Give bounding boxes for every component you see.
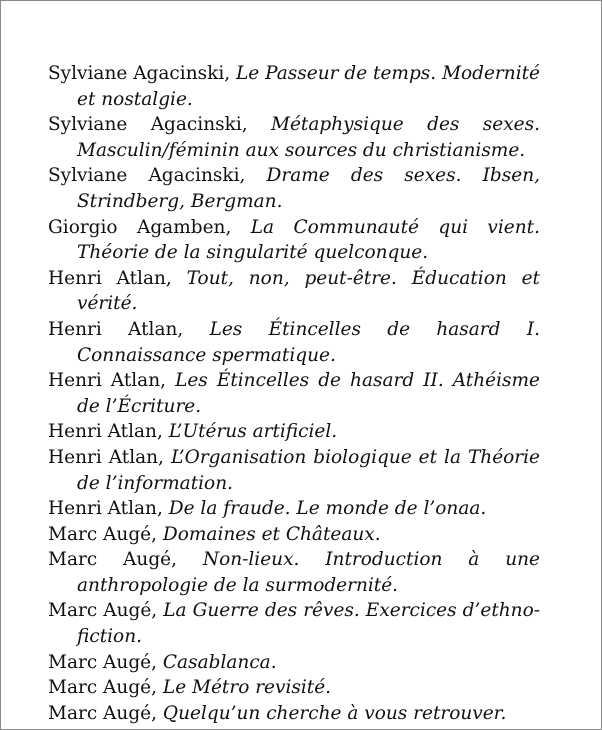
entry-author: Marc Augé, (48, 600, 158, 622)
bibliography-entry (48, 215, 540, 266)
bibliography-entry (48, 701, 540, 727)
entry-title: Non-lieux. Introduction à une anthropologie de la surmodernité. (77, 549, 540, 596)
entry-title: La Communauté qui vient. Théorie de la singularité quelconque. (77, 216, 540, 264)
entry-title: Le Passeur de temps. Modernité et nostalgie. (77, 63, 540, 110)
entry-title: La Guerre des rêves. Exercices d’ethnofiction. (77, 600, 540, 648)
bibliography-entry (48, 368, 540, 419)
entry-author: Henri Atlan, (48, 421, 163, 443)
bibliography-entry (48, 675, 540, 701)
entry-author: Henri Atlan, (48, 267, 172, 289)
entry-title: L’Organisation biologique et la Théorie de l’information. (77, 446, 540, 494)
entry-title: De la fraude. Le monde de l’onaa. (168, 498, 487, 520)
entry-title: Tout, non, peut-être. Éducation et vérité. (77, 267, 540, 315)
entry-author: Giorgio Agamben, (48, 216, 232, 238)
bibliography-entry (48, 266, 540, 317)
entry-author: Marc Augé, (48, 651, 158, 673)
bibliography-entry (48, 61, 540, 112)
bibliography-entry (48, 419, 540, 445)
entry-title: Le Métro revisité. (162, 677, 332, 699)
entry-title: Métaphysique des sexes. Masculin/​féminin aux sources du christianisme. (77, 114, 540, 161)
bibliography-list (48, 61, 540, 726)
entry-author: Henri Atlan, (48, 318, 184, 340)
bibliography-entry (48, 547, 540, 598)
entry-title: L’Utérus artificiel. (168, 421, 338, 443)
entry-title: Quelqu’un cherche à vous retrouver. (162, 702, 507, 724)
entry-author: Henri Atlan, (48, 446, 164, 468)
entry-author: Henri Atlan, (48, 370, 167, 392)
bibliography-entry (48, 163, 540, 214)
entry-author: Henri Atlan, (48, 498, 163, 520)
entry-title: Les Étincelles de hasard I. Connaissance spermatique. (77, 318, 540, 366)
entry-title: Drame des sexes. Ibsen, Strindberg, Bergman. (77, 165, 540, 212)
entry-title: Casablanca. (162, 651, 277, 673)
bibliography-entry (48, 598, 540, 649)
entry-author: Marc Augé, (48, 523, 158, 545)
entry-author: Sylviane Agacinski, (48, 114, 248, 136)
entry-author: Sylviane Agacinski, (48, 165, 246, 187)
entry-author: Sylviane Agacinski, (48, 63, 231, 84)
bibliography-entry (48, 317, 540, 368)
entry-author: Marc Augé, (48, 702, 158, 724)
bibliography-entry (48, 112, 540, 163)
bibliography-entry (48, 496, 540, 522)
bibliography-entry (48, 522, 540, 548)
entry-title: Les Étincelles de hasard II. Athéisme de l’Écriture. (77, 370, 540, 417)
entry-title: Domaines et Châteaux. (162, 523, 381, 545)
entry-author: Marc Augé, (48, 549, 177, 571)
bibliography-entry (48, 445, 540, 496)
entry-author: Marc Augé, (48, 677, 158, 699)
bibliography-entry (48, 650, 540, 676)
